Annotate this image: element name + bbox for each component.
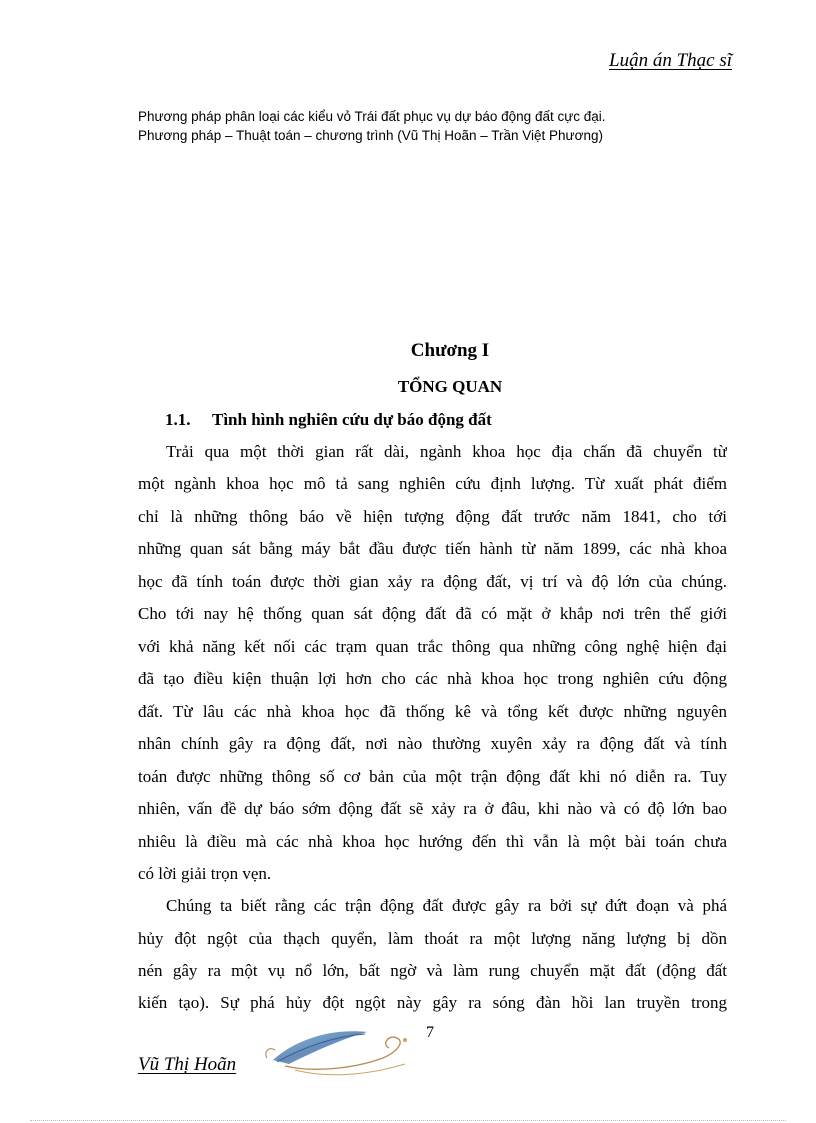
paragraph-line: kiến tạo). Sự phá hủy đột ngột này gây ra sóng đàn hồi lan truyền trong	[138, 993, 727, 1012]
paragraph-line: đất. Từ lâu các nhà khoa học đã thống kê và tổng kết được những nguyên	[138, 702, 727, 721]
paragraph-line: học đã tính toán được thời gian xảy ra động đất, vị trí và độ lớn của chúng.	[138, 572, 727, 591]
page-number: 7	[426, 1024, 434, 1041]
chapter-title: TỔNG QUAN	[397, 377, 503, 396]
paragraph-line: Cho tới nay hệ thống quan sát động đất đã có mặt ở khắp nơi trên thế giới	[138, 604, 727, 623]
paragraph-line: đã tạo điều kiện thuận lợi hơn cho các nhà khoa học trong nghiên cứu động	[138, 669, 727, 688]
paragraph-line: nén gây ra một vụ nổ lớn, bất ngờ và làm rung chuyển mặt đất (động đất	[138, 961, 727, 980]
paragraph-line: với khả năng kết nối các trạm quan trắc thông qua những công nghệ hiện đại	[138, 637, 727, 656]
paragraph-line: những quan sát bằng máy bắt đầu được tiến hành từ năm 1899, các nhà khoa	[138, 539, 727, 558]
paragraph-line: nhiên, vấn đề dự báo sớm động đất sẽ xảy ra ở đâu, khi nào và có độ lớn bao	[138, 799, 727, 818]
footer-author-name: Vũ Thị Hoãn	[138, 1054, 237, 1075]
paragraph-line: nhân chính gây ra động đất, nơi nào thường xuyên xảy ra động đất và tính	[138, 734, 727, 753]
page-bottom-divider	[30, 1120, 786, 1121]
paragraph-line: nhiêu là điều mà các nhà khoa học hướng đến thì vẫn là một bài toán chưa	[138, 832, 727, 851]
paragraph-line: hủy đột ngột của thạch quyển, làm thoát ra một lượng năng lượng bị dồn	[138, 929, 727, 948]
paragraph-line: Trải qua một thời gian rất dài, ngành khoa học địa chấn đã chuyển từ	[166, 442, 727, 461]
feather-ornament-icon	[255, 1020, 425, 1080]
paragraph-line: một ngành khoa học mô tả sang nghiên cứu định lượng. Từ xuất phát điểm	[138, 474, 727, 493]
section-heading	[165, 410, 492, 430]
subtitle-line-2: Phương pháp – Thuật toán – chương trình (Vũ Thị Hoãn – Trần Việt Phương)	[138, 128, 603, 143]
subtitle-line-1: Phương pháp phân loại các kiểu vỏ Trái đất phục vụ dự báo động đất cực đại.	[138, 109, 606, 124]
thesis-header-title: Luận án Thạc sĩ	[609, 50, 732, 71]
paragraph-line: Chúng ta biết rằng các trận động đất được gây ra bởi sự đứt đoạn và phá	[166, 896, 727, 915]
chapter-label: Chương I	[410, 340, 490, 361]
paragraph-line: có lời giải trọn vẹn.	[138, 864, 272, 883]
paragraph-line: toán được những thông số cơ bản của một trận động đất khi nó diễn ra. Tuy	[138, 767, 727, 786]
paragraph-line: chỉ là những thông báo về hiện tượng động đất trước năm 1841, cho tới	[138, 507, 727, 526]
section-number: 1.1.	[165, 410, 191, 429]
section-title: Tình hình nghiên cứu dự báo động đất	[212, 410, 492, 429]
